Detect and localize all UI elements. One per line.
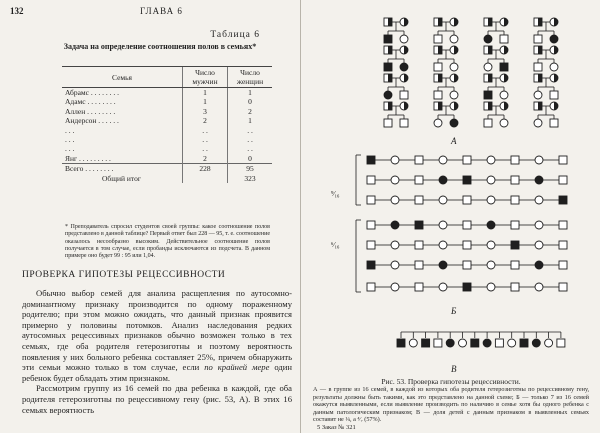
child-female-symbol xyxy=(434,119,442,127)
header-men: Число мужчин xyxy=(183,67,228,88)
male-symbol xyxy=(463,241,471,249)
figure-title: Рис. 53. Проверка гипотезы рецессивности. xyxy=(381,377,521,386)
female-symbol xyxy=(487,196,495,204)
female-symbol xyxy=(391,221,399,229)
table-row: Адамс . . . . . . . . 1 0 xyxy=(62,97,272,106)
child-male-symbol xyxy=(384,119,392,127)
section-title: ПРОВЕРКА ГИПОТЕЗЫ РЕЦЕССИВНОСТИ xyxy=(22,270,226,280)
female-symbol xyxy=(535,196,543,204)
carrier-half xyxy=(538,74,542,82)
table-footnote: * Преподаватель спросил студентов своей группы: какое соотношение полов представлено в данной таблице? Первый ответ был 228 — 95, т. е. соотношение оказалось несообразно высоким. Действительное соотношение полов получается в том случае, если пробанды исключаются из подсчета. В данном примере оно будет 99 : 95 или 1,04. xyxy=(65,224,270,260)
child-male-symbol xyxy=(384,35,392,43)
male-symbol xyxy=(559,283,567,291)
child-female-symbol xyxy=(384,91,392,99)
female-symbol xyxy=(487,241,495,249)
carrier-half xyxy=(388,74,392,82)
female-symbol xyxy=(391,196,399,204)
fraction-label: ⁹⁄₁₆ xyxy=(331,190,340,198)
child-female-symbol xyxy=(450,35,458,43)
child-male-symbol xyxy=(550,119,558,127)
panel-a-label: А xyxy=(451,136,457,146)
child-female-symbol xyxy=(534,91,542,99)
pedigree-panel-b xyxy=(356,155,567,292)
carrier-half xyxy=(488,102,492,110)
male-symbol xyxy=(511,196,519,204)
female-symbol xyxy=(439,156,447,164)
child-male-symbol xyxy=(434,35,442,43)
male-symbol xyxy=(367,241,375,249)
female-symbol xyxy=(439,241,447,249)
panel-b-label: Б xyxy=(451,306,457,316)
male-symbol xyxy=(463,176,471,184)
table-row: . . . . . . . xyxy=(62,126,272,135)
table-row: Абрамс . . . . . . . . 1 1 xyxy=(62,88,272,98)
carrier-half xyxy=(388,18,392,26)
male-symbol xyxy=(559,156,567,164)
female-symbol xyxy=(439,261,447,269)
child-female-symbol xyxy=(459,339,467,347)
male-symbol xyxy=(367,196,375,204)
female-symbol xyxy=(439,176,447,184)
male-symbol xyxy=(463,196,471,204)
paragraph: Обычно выбор семей для анализа расщепления по аутосомно-доминантному признаку производится по одному пораженному родителю; при этом можно ожидать, что данный признак проявится примерно у половины потомков. Анализ наследования редких аутосомных рецессивных признаков обычно возможен только в тех семьях, где оба родителя гетерозиготны и поэтому вероятность появления у них больного ребенка составляет 25%, причем обнаружить эти семьи можно только в том случае, если по крайней мере один ребенок будет обладать этим признаком. xyxy=(22,288,292,383)
female-symbol xyxy=(535,283,543,291)
child-male-symbol xyxy=(400,91,408,99)
female-symbol xyxy=(391,261,399,269)
pedigree-panel-a xyxy=(384,18,558,127)
male-symbol xyxy=(367,156,375,164)
child-female-symbol xyxy=(550,35,558,43)
male-symbol xyxy=(367,283,375,291)
female-symbol xyxy=(487,156,495,164)
carrier-half xyxy=(388,102,392,110)
male-symbol xyxy=(559,176,567,184)
child-male-symbol xyxy=(384,63,392,71)
female-symbol xyxy=(487,176,495,184)
child-female-symbol xyxy=(500,91,508,99)
print-folio: 5 Заказ № 321 xyxy=(317,424,356,431)
right-page xyxy=(301,0,600,433)
female-symbol xyxy=(487,261,495,269)
male-symbol xyxy=(511,241,519,249)
male-symbol xyxy=(415,196,423,204)
running-head xyxy=(10,6,290,20)
child-female-symbol xyxy=(450,119,458,127)
child-female-symbol xyxy=(484,63,492,71)
sex-ratio-table xyxy=(62,66,272,183)
child-female-symbol xyxy=(508,339,516,347)
child-male-symbol xyxy=(534,35,542,43)
child-male-symbol xyxy=(397,339,405,347)
male-symbol xyxy=(463,156,471,164)
male-symbol xyxy=(415,176,423,184)
male-symbol xyxy=(463,261,471,269)
table-caption: Задача на определение соотношения полов в семьях* xyxy=(63,42,257,51)
child-male-symbol xyxy=(500,63,508,71)
female-symbol xyxy=(439,221,447,229)
male-symbol xyxy=(511,221,519,229)
child-male-symbol xyxy=(495,339,503,347)
child-male-symbol xyxy=(471,339,479,347)
child-male-symbol xyxy=(400,119,408,127)
child-female-symbol xyxy=(484,35,492,43)
carrier-half xyxy=(438,102,442,110)
female-symbol xyxy=(439,283,447,291)
carrier-half xyxy=(438,18,442,26)
female-symbol xyxy=(535,241,543,249)
carrier-half xyxy=(438,74,442,82)
child-female-symbol xyxy=(534,119,542,127)
male-symbol xyxy=(415,156,423,164)
child-male-symbol xyxy=(484,119,492,127)
table-total-row: Всего . . . . . . . . 228 95 xyxy=(62,164,272,174)
paragraph: Рассмотрим группу из 16 семей по два ребенка в каждой, где оба родителя гетерозиготны по рецессивному гену (рис. 53, А). В этих 16 семьях вероятность xyxy=(22,383,292,415)
child-male-symbol xyxy=(520,339,528,347)
child-female-symbol xyxy=(545,339,553,347)
male-symbol xyxy=(463,221,471,229)
table-row: Андерсон . . . . . . 2 1 xyxy=(62,116,272,125)
female-symbol xyxy=(439,196,447,204)
child-female-symbol xyxy=(409,339,417,347)
female-symbol xyxy=(391,176,399,184)
child-female-symbol xyxy=(450,63,458,71)
male-symbol xyxy=(415,221,423,229)
male-symbol xyxy=(367,176,375,184)
male-symbol xyxy=(511,156,519,164)
male-symbol xyxy=(559,196,567,204)
carrier-half xyxy=(488,46,492,54)
child-female-symbol xyxy=(400,35,408,43)
carrier-half xyxy=(438,46,442,54)
child-male-symbol xyxy=(484,91,492,99)
male-symbol xyxy=(463,283,471,291)
carrier-half xyxy=(388,46,392,54)
table-row: Аллен . . . . . . . . 3 2 xyxy=(62,107,272,116)
male-symbol xyxy=(511,283,519,291)
carrier-half xyxy=(538,102,542,110)
male-symbol xyxy=(511,176,519,184)
female-symbol xyxy=(487,283,495,291)
page-number: 132 xyxy=(10,6,24,16)
male-symbol xyxy=(367,261,375,269)
female-symbol xyxy=(391,241,399,249)
child-male-symbol xyxy=(500,35,508,43)
figure-caption-text: А — в группе из 16 семей, в каждой из которых оба родителя гетерозиготны по рецессивному гену, результаты должны быть такими, как это представлено на данной схеме; Б — только 7 из 16 семей окажутся выявленными, если выявление производить по наличию в семье хотя бы одного ребенка с данным патологическим признаком; В — доля детей с данным признаком в выявленных семьях составит не ¼, а ⁴⁄₇ (57%). xyxy=(313,386,589,424)
child-male-symbol xyxy=(434,91,442,99)
figure-caption xyxy=(313,378,589,423)
child-male-symbol xyxy=(422,339,430,347)
header-family: Семья xyxy=(62,67,183,88)
carrier-half xyxy=(488,74,492,82)
fraction-label-2: ⁶⁄₁₆ xyxy=(331,241,340,249)
child-male-symbol xyxy=(550,91,558,99)
carrier-half xyxy=(538,46,542,54)
child-female-symbol xyxy=(450,91,458,99)
female-symbol xyxy=(391,156,399,164)
male-symbol xyxy=(415,283,423,291)
female-symbol xyxy=(535,156,543,164)
male-symbol xyxy=(559,241,567,249)
child-female-symbol xyxy=(483,339,491,347)
child-male-symbol xyxy=(534,63,542,71)
female-symbol xyxy=(487,221,495,229)
table-grand-total-row: Общий итог 323 xyxy=(62,174,272,183)
male-symbol xyxy=(511,261,519,269)
male-symbol xyxy=(367,221,375,229)
child-female-symbol xyxy=(550,63,558,71)
male-symbol xyxy=(559,261,567,269)
panel-c-label: В xyxy=(451,364,457,374)
child-female-symbol xyxy=(500,119,508,127)
male-symbol xyxy=(559,221,567,229)
child-female-symbol xyxy=(446,339,454,347)
child-female-symbol xyxy=(400,63,408,71)
female-symbol xyxy=(535,221,543,229)
table-row: . . . . . . . xyxy=(62,135,272,144)
female-symbol xyxy=(391,283,399,291)
carrier-half xyxy=(538,18,542,26)
child-male-symbol xyxy=(434,63,442,71)
pedigree-panel-c xyxy=(397,332,565,347)
child-male-symbol xyxy=(434,339,442,347)
female-symbol xyxy=(535,176,543,184)
chapter-title: ГЛАВА 6 xyxy=(140,6,183,16)
header-women: Число женщин xyxy=(228,67,273,88)
table-row: Янг . . . . . . . . . 2 0 xyxy=(62,154,272,164)
child-male-symbol xyxy=(557,339,565,347)
female-symbol xyxy=(535,261,543,269)
carrier-half xyxy=(488,18,492,26)
body-text xyxy=(22,288,292,415)
child-female-symbol xyxy=(532,339,540,347)
male-symbol xyxy=(415,261,423,269)
male-symbol xyxy=(415,241,423,249)
table-label: Таблица 6 xyxy=(210,30,260,40)
table-row: . . . . . . . xyxy=(62,144,272,153)
emphasis: по крайней мере xyxy=(204,362,270,373)
